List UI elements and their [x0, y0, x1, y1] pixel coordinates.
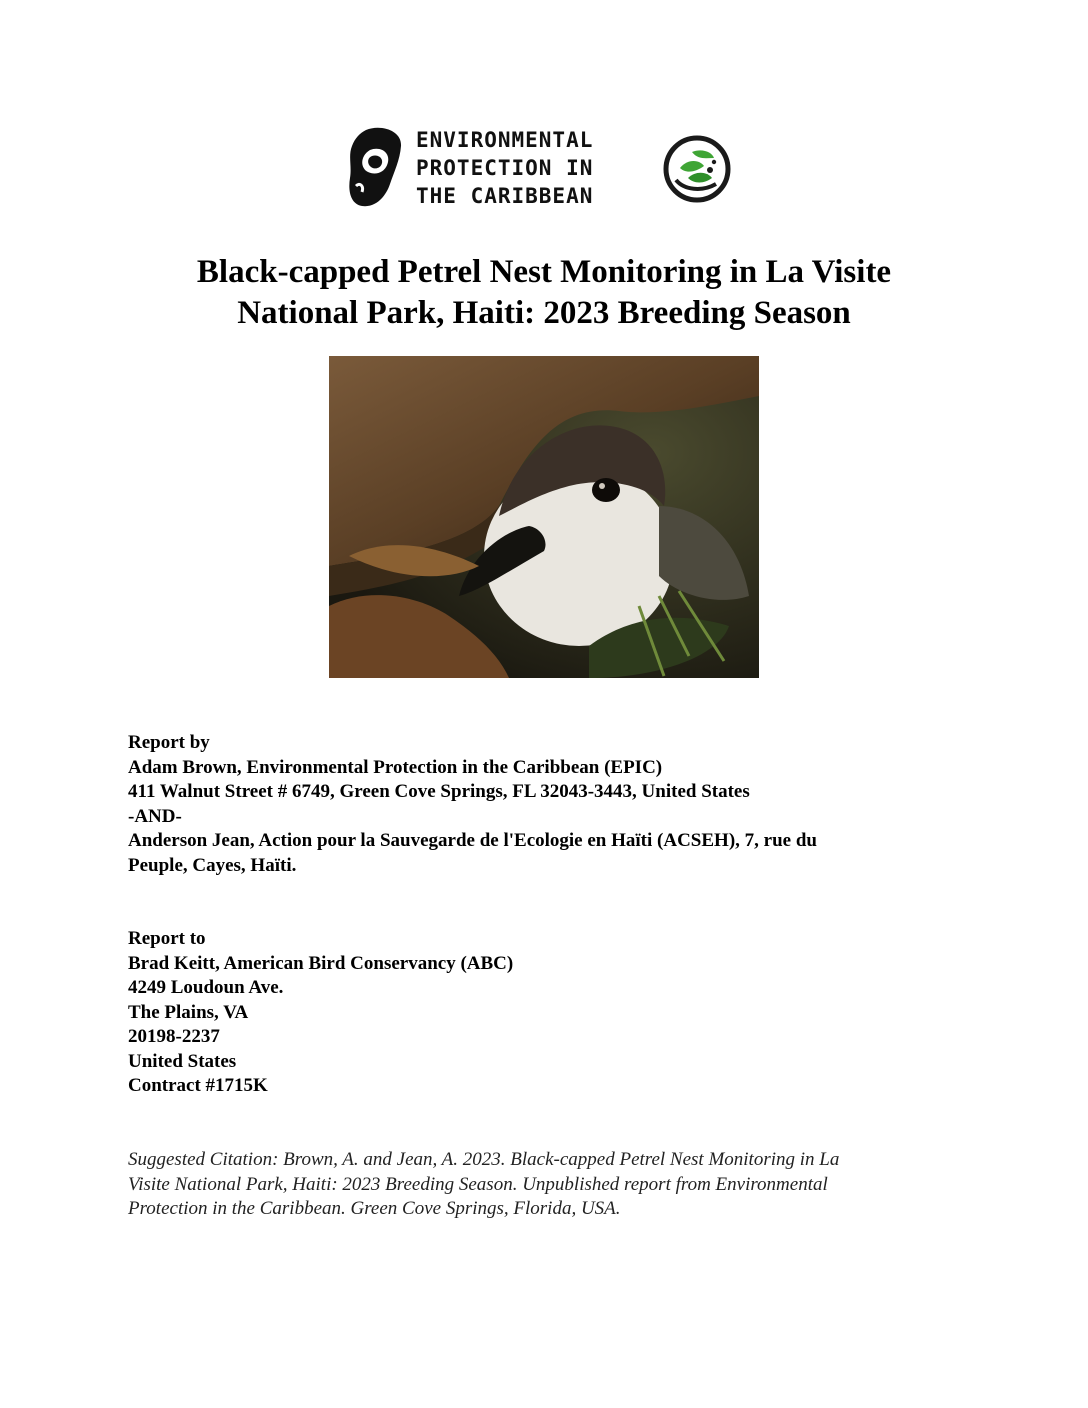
leaf-hand-icon	[662, 134, 732, 204]
and-separator: -AND-	[128, 805, 182, 827]
citation-line: Visite National Park, Haiti: 2023 Breeding Season. Unpublished report from Environmental	[128, 1173, 828, 1195]
epic-wordmark-line: THE CARIBBEAN	[416, 184, 594, 208]
epic-wordmark	[416, 126, 626, 210]
title-line: National Park, Haiti: 2023 Breeding Season	[237, 295, 851, 331]
title-line: Black-capped Petrel Nest Monitoring in La Visite	[196, 254, 892, 290]
author-line: Adam Brown, Environmental Protection in the Caribbean (EPIC)	[128, 756, 663, 778]
report-to-heading: Report to	[128, 928, 206, 949]
epic-wordmark-line: ENVIRONMENTAL	[416, 128, 594, 152]
report-by-heading: Report by	[128, 732, 210, 753]
report-to-block	[128, 927, 948, 1099]
address-line: Peuple, Cayes, Haïti.	[128, 854, 297, 876]
citation-line: Protection in the Caribbean. Green Cove Springs, Florida, USA.	[128, 1198, 621, 1219]
contract-number: Contract #1715K	[128, 1075, 268, 1096]
report-title	[100, 252, 988, 334]
suggested-citation	[128, 1148, 948, 1222]
address-line: The Plains, VA	[128, 1001, 249, 1023]
report-by-block	[128, 731, 948, 878]
header-logos	[346, 124, 736, 214]
address-line: 20198-2237	[128, 1026, 220, 1047]
author-line: Anderson Jean, Action pour la Sauvegarde de l'Ecologie en Haïti (ACSEH), 7, rue du	[128, 830, 817, 851]
address-line: 4249 Loudoun Ave.	[128, 977, 284, 998]
petrel-photo	[329, 356, 759, 678]
epic-wordmark-line: PROTECTION IN	[416, 156, 594, 180]
address-line: 411 Walnut Street # 6749, Green Cove Springs, FL 32043-3443, United States	[128, 781, 750, 802]
caribbean-island-icon	[346, 126, 404, 210]
address-line: United States	[128, 1050, 237, 1072]
recipient-line: Brad Keitt, American Bird Conservancy (ABC)	[128, 952, 514, 974]
citation-line: Suggested Citation: Brown, A. and Jean, A. 2023. Black-capped Petrel Nest Monitoring in La	[128, 1149, 840, 1170]
